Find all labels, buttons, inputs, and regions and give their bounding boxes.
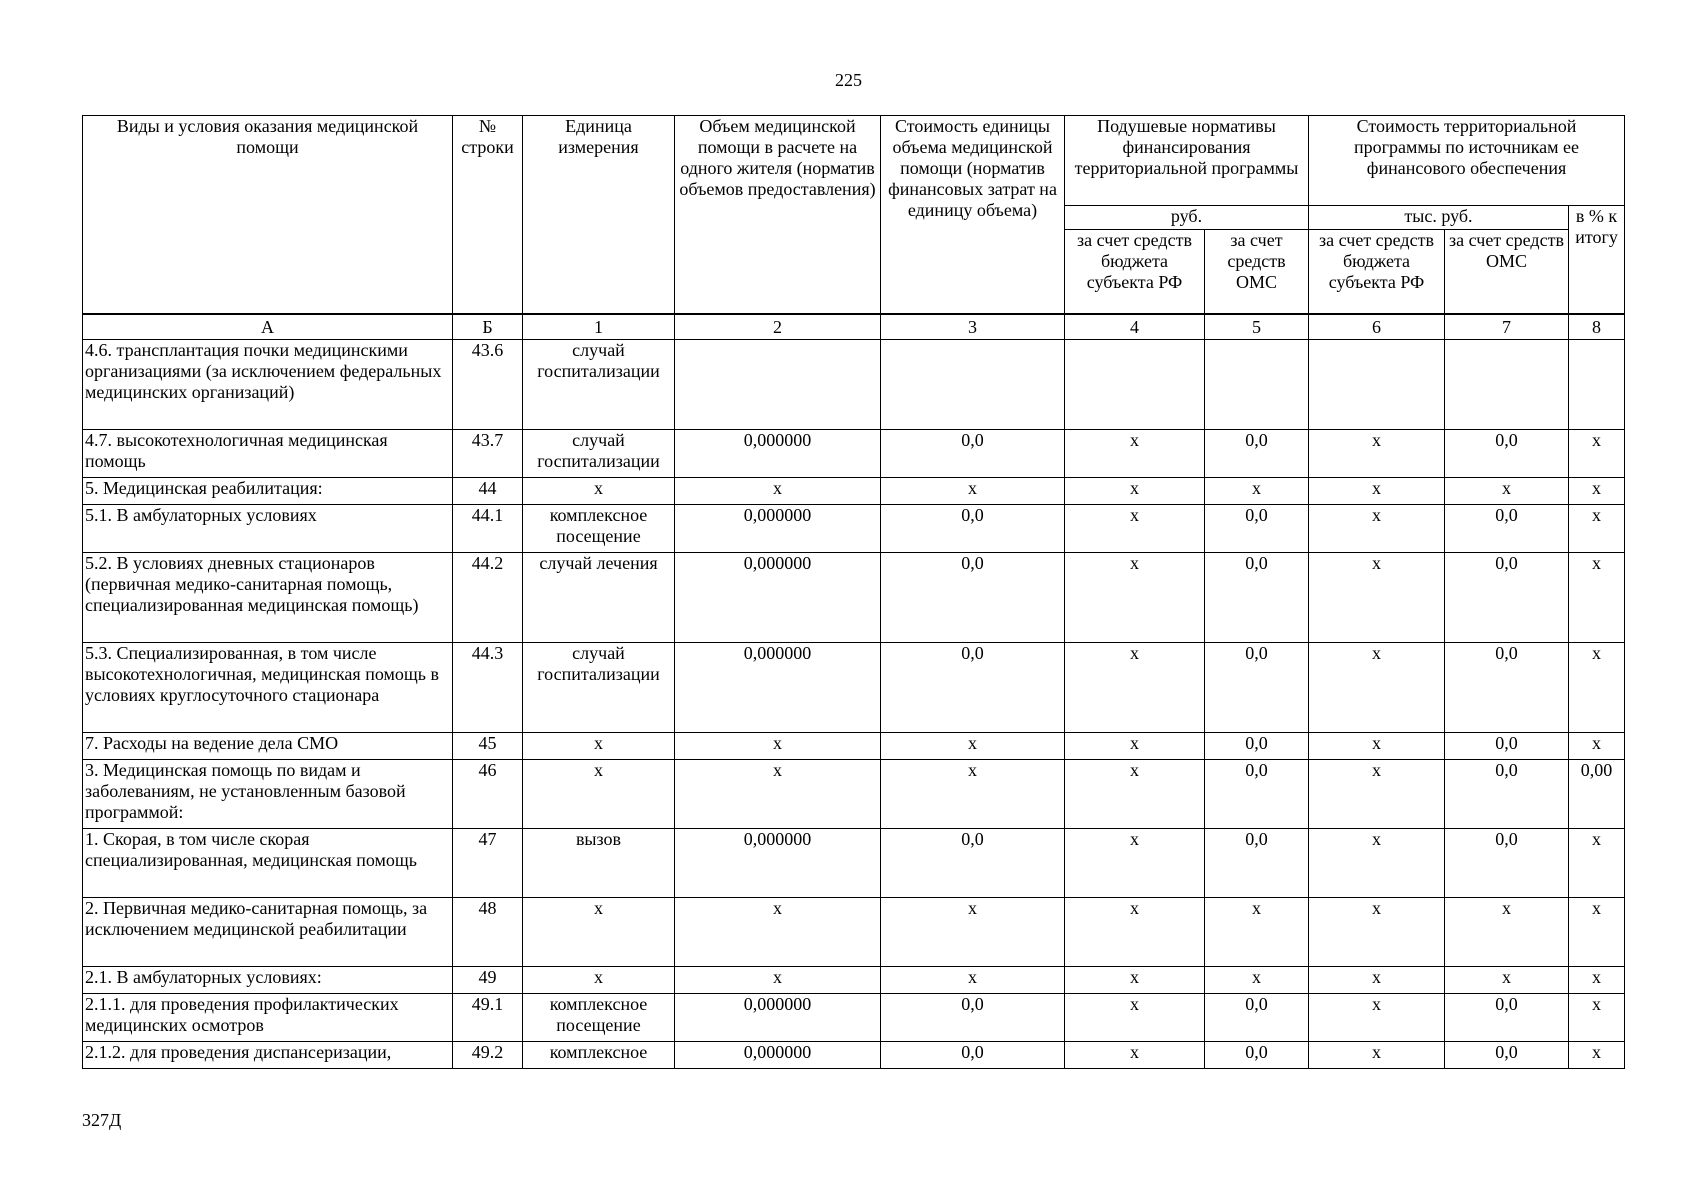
row-budget-cost — [1309, 339, 1445, 429]
column-index: 8 — [1569, 314, 1625, 340]
row-unit-cost: 0,0 — [881, 552, 1065, 642]
row-percent: х — [1569, 552, 1625, 642]
row-volume: х — [675, 966, 881, 993]
row-budget-cost: х — [1309, 993, 1445, 1041]
row-percent: х — [1569, 828, 1625, 897]
row-oms-cost: х — [1445, 966, 1569, 993]
row-budget-cost: х — [1309, 732, 1445, 759]
row-name: 4.6. трансплантация почки медицинскими организациями (за исключением федеральных медицинских организаций) — [83, 339, 453, 429]
row-oms-per-capita: 0,0 — [1205, 504, 1309, 552]
row-oms-per-capita: 0,0 — [1205, 732, 1309, 759]
row-volume: 0,000000 — [675, 828, 881, 897]
header-col-7: за счет средств ОМС — [1445, 230, 1569, 314]
column-index-row — [83, 314, 1625, 340]
row-percent: х — [1569, 993, 1625, 1041]
column-index: А — [83, 314, 453, 340]
row-budget-per-capita: х — [1065, 504, 1205, 552]
row-volume: х — [675, 477, 881, 504]
row-oms-cost: 0,0 — [1445, 642, 1569, 732]
row-oms-cost: х — [1445, 897, 1569, 966]
header-col-a: Виды и условия оказания медицинской помощи — [83, 116, 453, 314]
row-unit: комплексное посещение — [523, 504, 675, 552]
row-budget-per-capita: х — [1065, 828, 1205, 897]
row-unit-cost: х — [881, 966, 1065, 993]
row-budget-per-capita: х — [1065, 993, 1205, 1041]
row-name: 2.1.1. для проведения профилактических медицинских осмотров — [83, 993, 453, 1041]
row-budget-cost: х — [1309, 966, 1445, 993]
row-percent: х — [1569, 1041, 1625, 1068]
row-budget-cost: х — [1309, 1041, 1445, 1068]
row-percent: х — [1569, 477, 1625, 504]
column-index: 2 — [675, 314, 881, 340]
row-budget-cost: х — [1309, 759, 1445, 828]
row-unit: случай госпитализации — [523, 642, 675, 732]
row-volume: х — [675, 732, 881, 759]
header-col-5: за счет средств ОМС — [1205, 230, 1309, 314]
row-unit-cost: 0,0 — [881, 504, 1065, 552]
row-budget-cost: х — [1309, 504, 1445, 552]
row-name: 1. Скорая, в том числе скорая специализированная, медицинская помощь — [83, 828, 453, 897]
table-row — [83, 504, 1625, 552]
table-row — [83, 828, 1625, 897]
header-unit-thousand-rub: тыс. руб. — [1309, 206, 1569, 230]
table-row — [83, 993, 1625, 1041]
row-number: 48 — [453, 897, 523, 966]
row-oms-cost: 0,0 — [1445, 993, 1569, 1041]
column-index: Б — [453, 314, 523, 340]
row-name: 2.1. В амбулаторных условиях: — [83, 966, 453, 993]
row-unit: х — [523, 732, 675, 759]
financing-table — [82, 115, 1625, 1069]
document-code: 327Д — [82, 1110, 122, 1130]
row-oms-cost: 0,0 — [1445, 828, 1569, 897]
row-oms-per-capita: х — [1205, 477, 1309, 504]
header-col-4: за счет средств бюджета субъекта РФ — [1065, 230, 1205, 314]
row-oms-per-capita: 0,0 — [1205, 552, 1309, 642]
table-row — [83, 1041, 1625, 1068]
row-volume: 0,000000 — [675, 429, 881, 477]
row-number: 49 — [453, 966, 523, 993]
row-number: 44.3 — [453, 642, 523, 732]
row-unit: случай лечения — [523, 552, 675, 642]
column-index: 1 — [523, 314, 675, 340]
row-unit: вызов — [523, 828, 675, 897]
row-unit-cost: х — [881, 477, 1065, 504]
row-unit: х — [523, 477, 675, 504]
header-col-3: Стоимость единицы объема медицинской помощи (норматив финансовых затрат на единицу объема) — [881, 116, 1065, 314]
row-unit-cost: х — [881, 732, 1065, 759]
table-body — [83, 339, 1625, 1068]
header-col-1: Единица измерения — [523, 116, 675, 314]
row-volume: х — [675, 759, 881, 828]
row-budget-cost: х — [1309, 828, 1445, 897]
row-name: 2.1.2. для проведения диспансеризации, — [83, 1041, 453, 1068]
row-number: 46 — [453, 759, 523, 828]
row-unit: х — [523, 759, 675, 828]
table-row — [83, 642, 1625, 732]
row-unit: х — [523, 897, 675, 966]
row-number: 43.6 — [453, 339, 523, 429]
row-percent: х — [1569, 966, 1625, 993]
row-number: 44 — [453, 477, 523, 504]
row-name: 5.2. В условиях дневных стационаров (первичная медико-санитарная помощь, специализированная медицинская помощь) — [83, 552, 453, 642]
row-oms-cost: 0,0 — [1445, 759, 1569, 828]
row-oms-per-capita: х — [1205, 897, 1309, 966]
row-budget-per-capita: х — [1065, 642, 1205, 732]
row-percent: 0,00 — [1569, 759, 1625, 828]
row-name: 5. Медицинская реабилитация: — [83, 477, 453, 504]
table-row — [83, 339, 1625, 429]
row-oms-per-capita: х — [1205, 966, 1309, 993]
row-name: 4.7. высокотехнологичная медицинская помощь — [83, 429, 453, 477]
row-budget-cost: х — [1309, 552, 1445, 642]
row-unit-cost: 0,0 — [881, 828, 1065, 897]
row-volume — [675, 339, 881, 429]
row-volume: 0,000000 — [675, 642, 881, 732]
row-budget-cost: х — [1309, 897, 1445, 966]
row-name: 5.1. В амбулаторных условиях — [83, 504, 453, 552]
table-row — [83, 429, 1625, 477]
row-name: 7. Расходы на ведение дела СМО — [83, 732, 453, 759]
row-oms-cost: 0,0 — [1445, 504, 1569, 552]
row-budget-per-capita: х — [1065, 759, 1205, 828]
row-budget-cost: х — [1309, 429, 1445, 477]
row-oms-per-capita: 0,0 — [1205, 1041, 1309, 1068]
row-name: 2. Первичная медико-санитарная помощь, за исключением медицинской реабилитации — [83, 897, 453, 966]
header-group-per-capita: Подушевые нормативы финансирования территориальной программы — [1065, 116, 1309, 206]
column-index: 7 — [1445, 314, 1569, 340]
row-unit: случай госпитализации — [523, 429, 675, 477]
row-budget-per-capita: х — [1065, 552, 1205, 642]
row-volume: 0,000000 — [675, 1041, 881, 1068]
row-unit: комплексное посещение — [523, 993, 675, 1041]
row-oms-cost: 0,0 — [1445, 1041, 1569, 1068]
header-col-2: Объем медицинской помощи в расчете на одного жителя (норматив объемов предоставления) — [675, 116, 881, 314]
row-unit: х — [523, 966, 675, 993]
column-index: 5 — [1205, 314, 1309, 340]
row-budget-cost: х — [1309, 477, 1445, 504]
row-volume: 0,000000 — [675, 504, 881, 552]
row-number: 43.7 — [453, 429, 523, 477]
row-number: 49.2 — [453, 1041, 523, 1068]
row-percent: х — [1569, 504, 1625, 552]
page-number: 225 — [835, 70, 862, 90]
row-budget-cost: х — [1309, 642, 1445, 732]
row-number: 45 — [453, 732, 523, 759]
table-row — [83, 477, 1625, 504]
row-percent: х — [1569, 732, 1625, 759]
row-number: 44.1 — [453, 504, 523, 552]
row-name: 3. Медицинская помощь по видам и заболеваниям, не установленным базовой программой: — [83, 759, 453, 828]
row-number: 44.2 — [453, 552, 523, 642]
row-percent — [1569, 339, 1625, 429]
table-row — [83, 732, 1625, 759]
row-unit-cost — [881, 339, 1065, 429]
column-index: 4 — [1065, 314, 1205, 340]
header-col-6: за счет средств бюджета субъекта РФ — [1309, 230, 1445, 314]
row-oms-cost: х — [1445, 477, 1569, 504]
row-volume: х — [675, 897, 881, 966]
row-number: 47 — [453, 828, 523, 897]
row-oms-cost: 0,0 — [1445, 732, 1569, 759]
row-budget-per-capita: х — [1065, 1041, 1205, 1068]
row-oms-cost: 0,0 — [1445, 429, 1569, 477]
row-unit-cost: 0,0 — [881, 1041, 1065, 1068]
table-row — [83, 759, 1625, 828]
row-oms-per-capita: 0,0 — [1205, 828, 1309, 897]
header-group-cost: Стоимость территориальной программы по источникам ее финансового обеспечения — [1309, 116, 1625, 206]
row-volume: 0,000000 — [675, 993, 881, 1041]
row-budget-per-capita: х — [1065, 966, 1205, 993]
row-number: 49.1 — [453, 993, 523, 1041]
row-percent: х — [1569, 897, 1625, 966]
row-oms-per-capita: 0,0 — [1205, 759, 1309, 828]
row-oms-per-capita: 0,0 — [1205, 642, 1309, 732]
row-budget-per-capita: х — [1065, 897, 1205, 966]
row-unit-cost: 0,0 — [881, 642, 1065, 732]
column-index: 3 — [881, 314, 1065, 340]
header-col-b: № строки — [453, 116, 523, 314]
table-row — [83, 552, 1625, 642]
row-unit-cost: 0,0 — [881, 429, 1065, 477]
row-unit-cost: х — [881, 759, 1065, 828]
row-name: 5.3. Специализированная, в том числе высокотехнологичная, медицинская помощь в условиях круглосуточного стационара — [83, 642, 453, 732]
row-unit-cost: х — [881, 897, 1065, 966]
table-row — [83, 966, 1625, 993]
row-oms-cost — [1445, 339, 1569, 429]
row-percent: х — [1569, 642, 1625, 732]
table-row — [83, 897, 1625, 966]
row-budget-per-capita: х — [1065, 732, 1205, 759]
row-oms-per-capita — [1205, 339, 1309, 429]
row-budget-per-capita: х — [1065, 429, 1205, 477]
row-oms-per-capita: 0,0 — [1205, 429, 1309, 477]
row-oms-per-capita: 0,0 — [1205, 993, 1309, 1041]
row-volume: 0,000000 — [675, 552, 881, 642]
row-oms-cost: 0,0 — [1445, 552, 1569, 642]
row-budget-per-capita: х — [1065, 477, 1205, 504]
row-unit-cost: 0,0 — [881, 993, 1065, 1041]
table-header — [83, 116, 1625, 340]
header-unit-rub: руб. — [1065, 206, 1309, 230]
header-col-8: в % к итогу — [1569, 206, 1625, 314]
row-percent: х — [1569, 429, 1625, 477]
row-unit: комплексное — [523, 1041, 675, 1068]
row-unit: случай госпитализации — [523, 339, 675, 429]
column-index: 6 — [1309, 314, 1445, 340]
row-budget-per-capita — [1065, 339, 1205, 429]
